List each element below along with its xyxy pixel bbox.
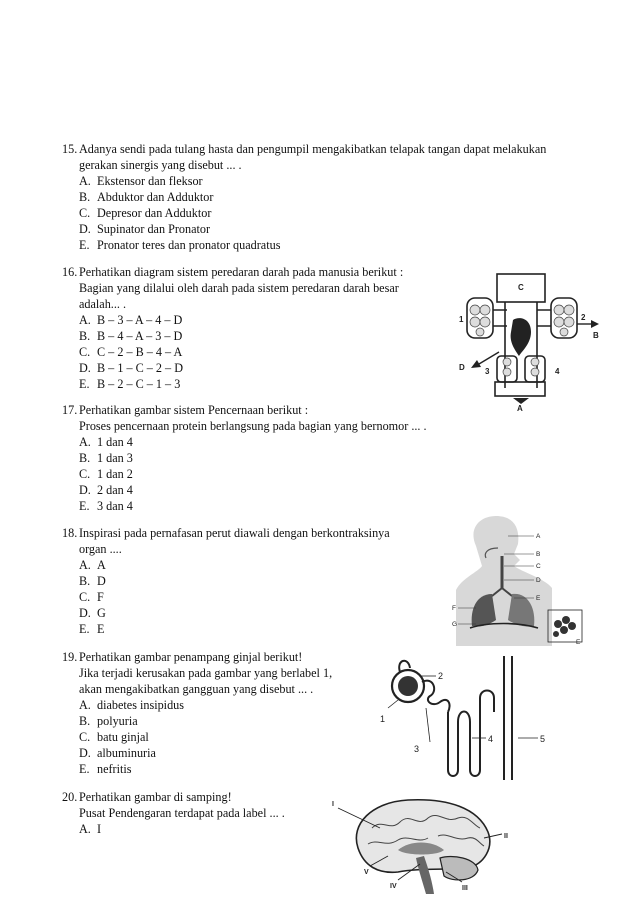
nephron-label-3: 3	[414, 744, 420, 754]
resp-label-e-inset: E	[576, 639, 581, 646]
brain-label-ii: II	[504, 833, 508, 840]
circ-label-3: 3	[485, 367, 490, 376]
q18-option-d[interactable]: D. G	[79, 606, 106, 620]
q18-number: 18.	[62, 526, 78, 540]
circ-label-2: 2	[581, 313, 586, 322]
circ-label-d: D	[459, 363, 465, 372]
q18-option-e[interactable]: E. E	[79, 622, 105, 636]
q17-stem-line-2: Proses pencernaan protein berlangsung pada bagian yang bernomor ... .	[79, 419, 427, 433]
q19-stem-line-2: Jika terjadi kerusakan pada gambar yang berlabel 1,	[79, 666, 333, 680]
q15-number: 15.	[62, 142, 78, 156]
circ-label-4: 4	[555, 367, 560, 376]
q15-option-b[interactable]: B. Abduktor dan Adduktor	[79, 190, 214, 204]
q19-number: 19.	[62, 650, 78, 664]
circ-label-1: 1	[459, 315, 464, 324]
resp-label-g: G	[452, 621, 458, 628]
brain-label-iii: III	[462, 885, 468, 892]
brain-label-i: I	[332, 801, 334, 808]
q16-stem-line-3: adalah... .	[79, 297, 127, 311]
brain-label-iv: IV	[390, 883, 397, 890]
nephron-label-5: 5	[540, 734, 546, 744]
nephron-label-4: 4	[488, 734, 494, 744]
circulatory-system-diagram	[455, 270, 605, 412]
nephron-label-2: 2	[438, 671, 444, 681]
q19-option-d[interactable]: D. albuminuria	[79, 746, 156, 760]
q16-option-d[interactable]: D. B – 1 – C – 2 – D	[79, 361, 183, 375]
q20-option-a[interactable]: A. I	[79, 822, 102, 836]
q16-option-b[interactable]: B. B – 4 – A – 3 – D	[79, 329, 183, 343]
q20-stem-line-2: Pusat Pendengaran terdapat pada label ... .	[79, 806, 285, 820]
q17-option-a[interactable]: A. 1 dan 4	[79, 435, 133, 449]
brain-diagram	[328, 788, 518, 896]
q19-option-a[interactable]: A. diabetes insipidus	[79, 698, 184, 712]
circ-label-a: A	[517, 404, 523, 412]
q17-option-d[interactable]: D. 2 dan 4	[79, 483, 133, 497]
q16-stem-line-1: Perhatikan diagram sistem peredaran darah pada manusia berikut :	[79, 265, 404, 279]
q15-option-e[interactable]: E. Pronator teres dan pronator quadratus	[79, 238, 281, 252]
nephron-label-1: 1	[380, 714, 386, 724]
q16-stem-line-2: Bagian yang dilalui oleh darah pada sistem peredaran darah besar	[79, 281, 399, 295]
q18-stem-line-2: organ ....	[79, 542, 122, 556]
q19-option-b[interactable]: B. polyuria	[79, 714, 138, 728]
q17-option-b[interactable]: B. 1 dan 3	[79, 451, 133, 465]
resp-label-d: D	[536, 577, 541, 584]
q19-option-e[interactable]: E. nefritis	[79, 762, 132, 776]
q16-option-e[interactable]: E. B – 2 – C – 1 – 3	[79, 377, 181, 391]
q16-number: 16.	[62, 265, 78, 279]
q18-option-b[interactable]: B. D	[79, 574, 106, 588]
q17-number: 17.	[62, 403, 78, 417]
brain-label-v: V	[364, 869, 369, 876]
q17-stem-line-1: Perhatikan gambar sistem Pencernaan berikut :	[79, 403, 309, 417]
glomerulus	[398, 676, 418, 696]
heart-shape	[511, 318, 531, 356]
q18-stem-line-1: Inspirasi pada pernafasan perut diawali dengan berkontraksinya	[79, 526, 390, 540]
q20-stem-line-1: Perhatikan gambar di samping!	[79, 790, 232, 804]
q17-option-e[interactable]: E. 3 dan 4	[79, 499, 133, 513]
q19-option-c[interactable]: C. batu ginjal	[79, 730, 149, 744]
q19-stem-line-3: akan mengakibatkan gangguan yang disebut ... .	[79, 682, 314, 696]
circ-label-c: C	[518, 283, 524, 292]
resp-label-f: F	[452, 605, 456, 612]
respiratory-system-diagram	[448, 514, 596, 646]
q15-option-d[interactable]: D. Supinator dan Pronator	[79, 222, 211, 236]
q15-stem-line-2: gerakan sinergis yang disebut ... .	[79, 158, 242, 172]
q20-number: 20.	[62, 790, 78, 804]
resp-label-b: B	[536, 551, 541, 558]
q15-option-a[interactable]: A. Ekstensor dan fleksor	[79, 174, 203, 188]
q18-option-a[interactable]: A. A	[79, 558, 106, 572]
q16-option-a[interactable]: A. B – 3 – A – 4 – D	[79, 313, 183, 327]
resp-label-a: A	[536, 533, 541, 540]
resp-label-e: E	[536, 595, 541, 602]
q18-option-c[interactable]: C. F	[79, 590, 104, 604]
q16-option-c[interactable]: C. C – 2 – B – 4 – A	[79, 345, 183, 359]
q17-option-c[interactable]: C. 1 dan 2	[79, 467, 133, 481]
resp-label-c: C	[536, 563, 541, 570]
q15-option-c[interactable]: C. Depresor dan Adduktor	[79, 206, 212, 220]
q15-stem-line-1: Adanya sendi pada tulang hasta dan pengumpil mengakibatkan telapak tangan dapat melakukan	[79, 142, 547, 156]
q19-stem-line-1: Perhatikan gambar penampang ginjal berikut!	[79, 650, 303, 664]
circ-label-b: B	[593, 331, 599, 340]
nephron-diagram	[378, 652, 558, 784]
